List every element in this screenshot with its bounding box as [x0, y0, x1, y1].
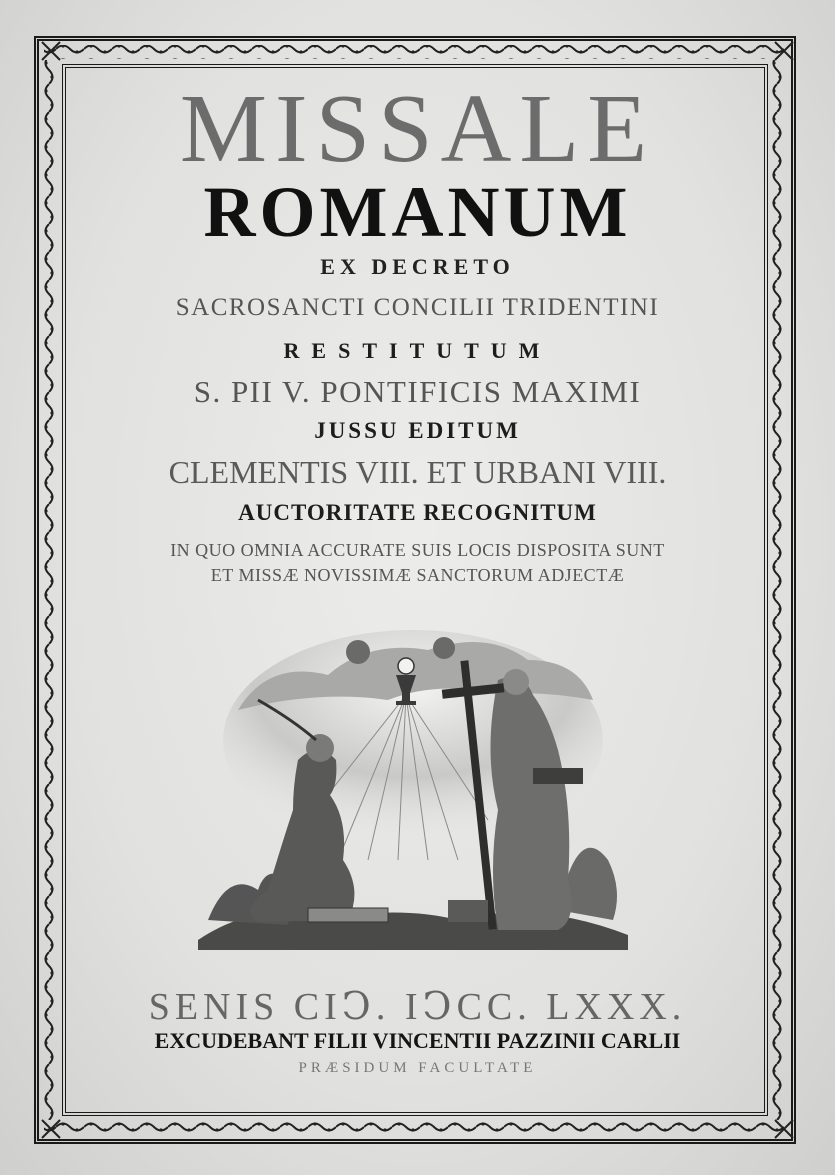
- subtitle-ex-decreto: EX DECRETO: [320, 254, 515, 279]
- allegory-engraving-icon: [198, 620, 628, 950]
- subtitle-clementis: CLEMENTIS VIII. ET URBANI VIII.: [168, 454, 667, 490]
- imprint-printer: EXCUDEBANT FILII VINCENTII PAZZINII CARLII: [154, 1028, 681, 1053]
- description-line-2: ET MISSÆ NOVISSIMÆ SANCTORUM ADJECTÆ: [210, 565, 625, 585]
- title-romanum: ROMANUM: [203, 172, 632, 252]
- title-missale: MISSALE: [179, 75, 656, 183]
- subtitle-concilii: SACROSANCTI CONCILII TRIDENTINI: [175, 294, 660, 321]
- subtitle-restitutum: RESTITUTUM: [283, 338, 552, 363]
- imprint-place-date: SENIS CIↃ. IↃCC. LXXX.: [148, 986, 687, 1028]
- subtitle-jussu-editum: JUSSU EDITUM: [314, 418, 521, 443]
- imprint-license: PRÆSIDUM FACULTATE: [298, 1060, 537, 1076]
- description-line-1: IN QUO OMNIA ACCURATE SUIS LOCIS DISPOSITA SUNT: [170, 540, 665, 560]
- subtitle-auctoritate: AUCTORITATE RECOGNITUM: [238, 500, 597, 525]
- subtitle-pontificis: S. PII V. PONTIFICIS MAXIMI: [193, 374, 642, 409]
